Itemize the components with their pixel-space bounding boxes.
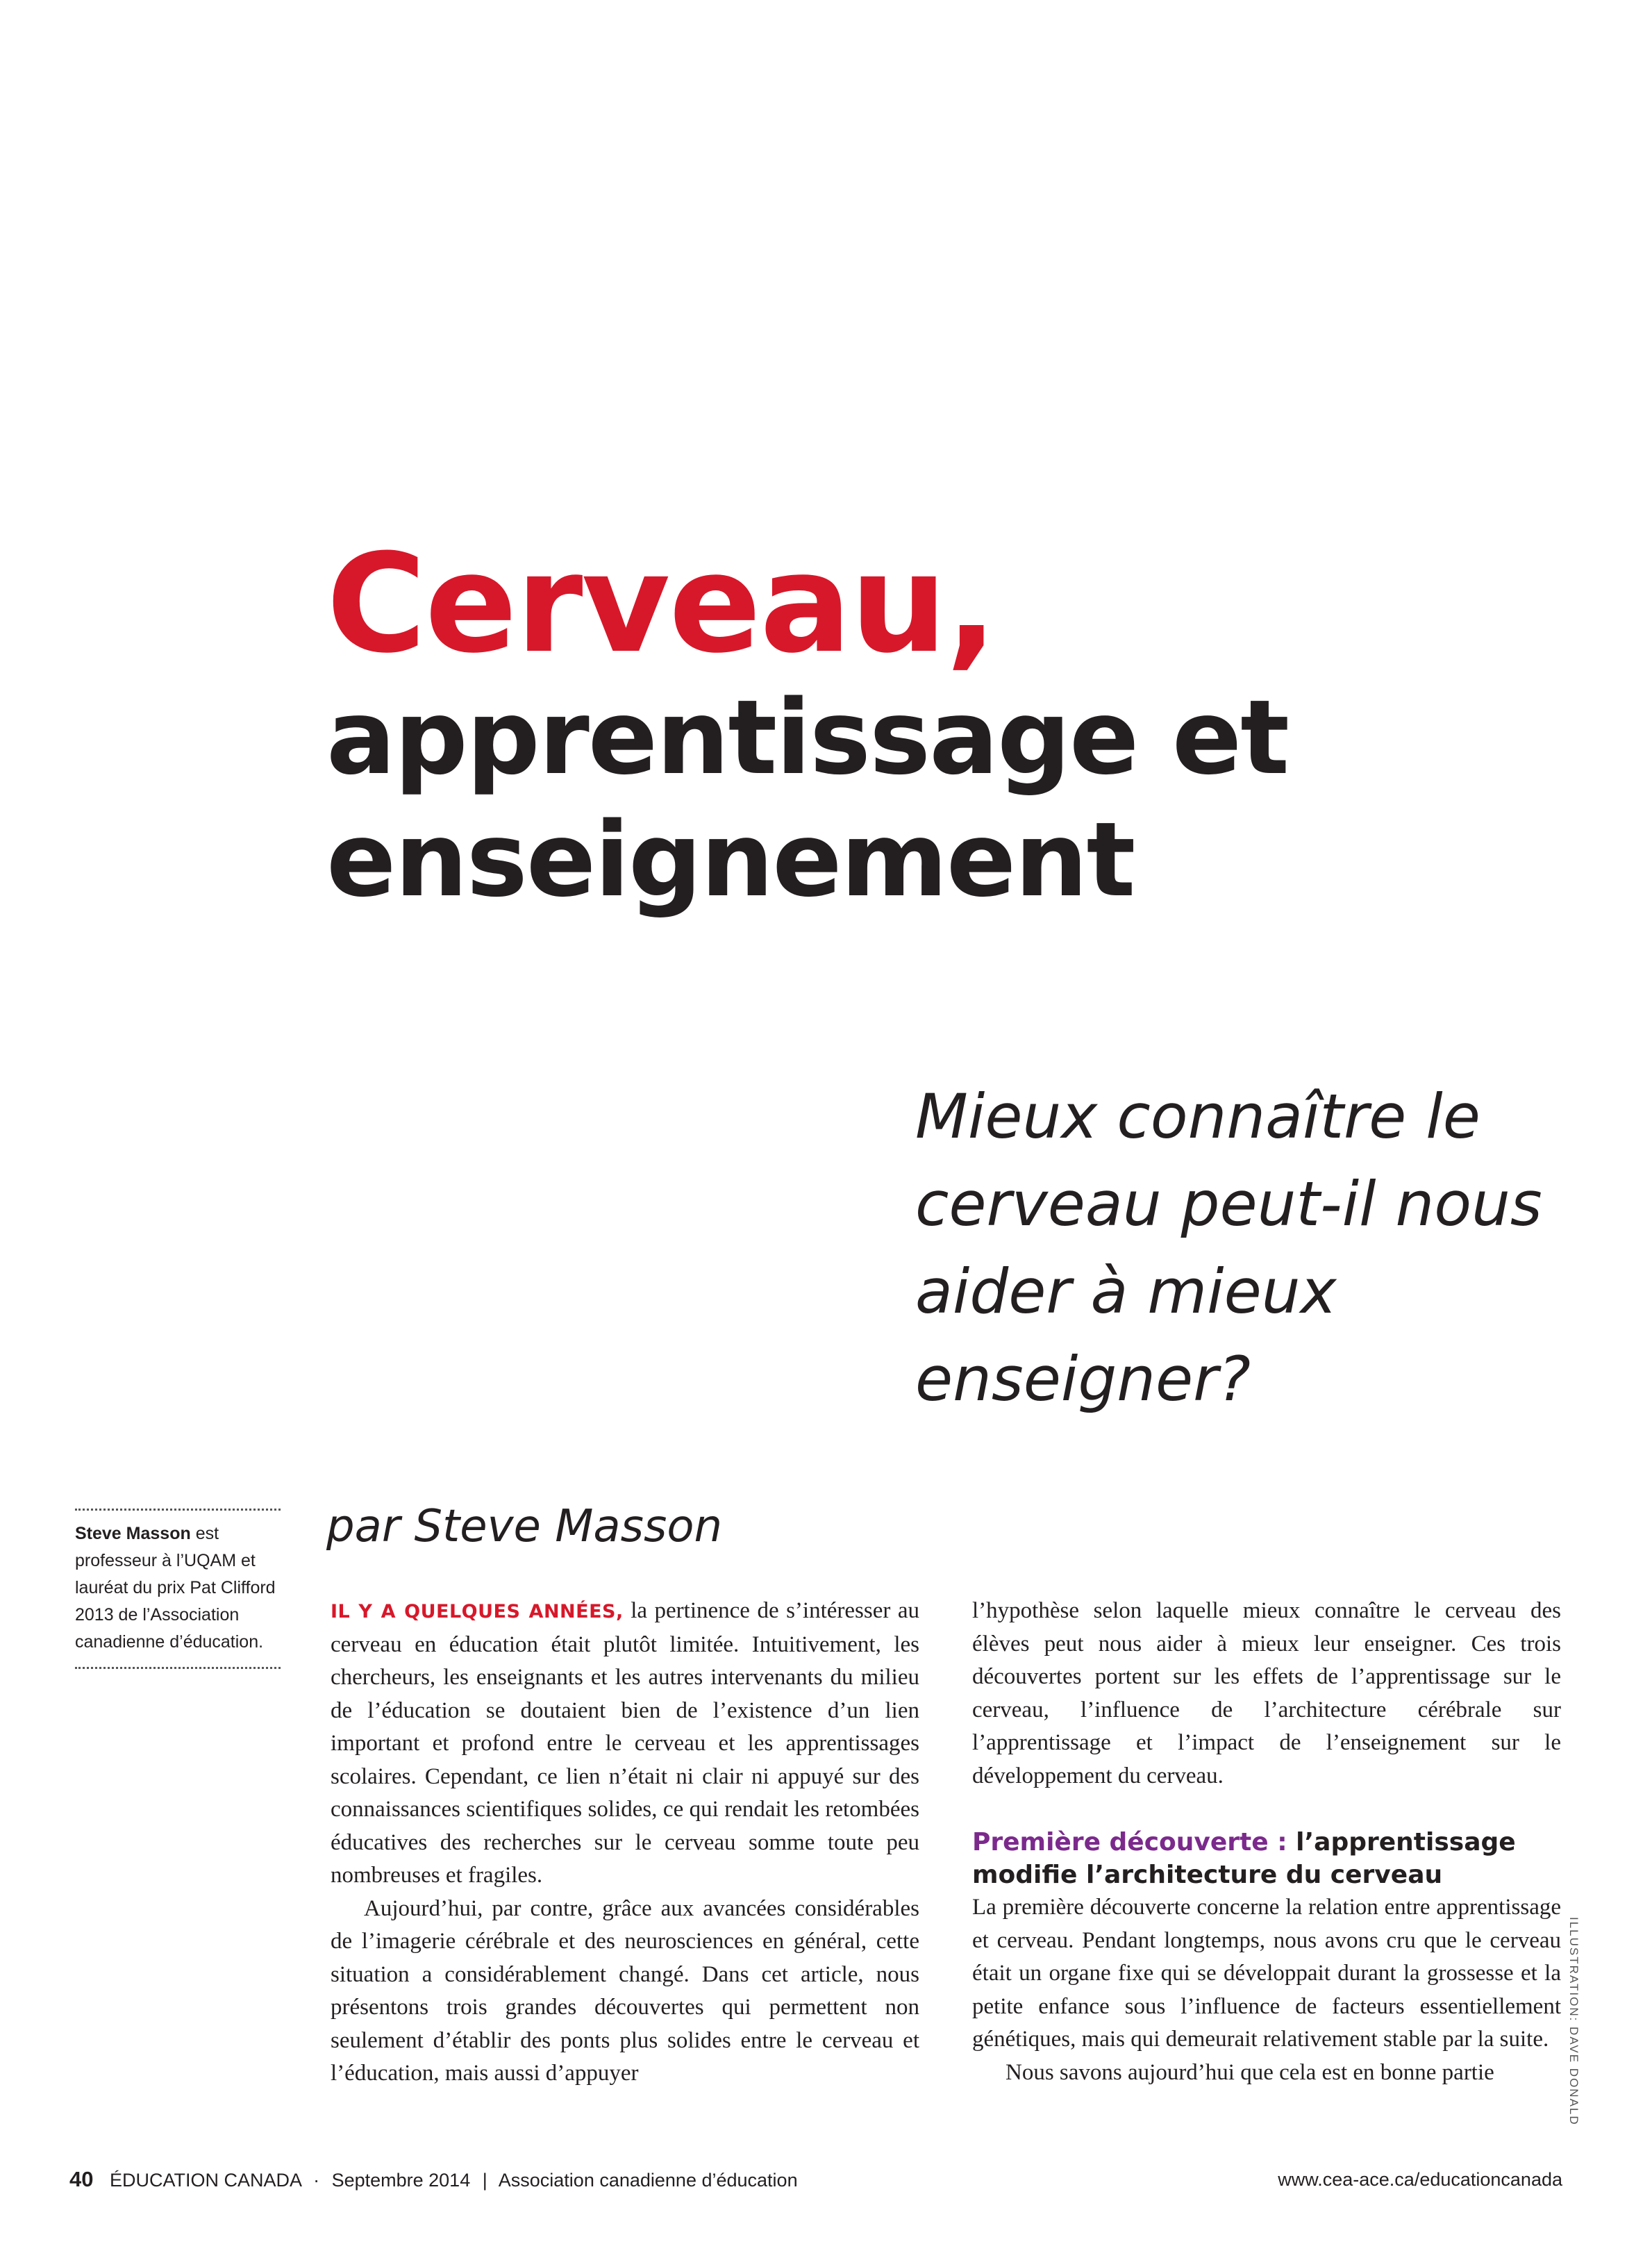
byline: par Steve Masson bbox=[326, 1501, 723, 1552]
paragraph: l’hypothèse selon laquelle mieux connaître le cerveau des élèves peut nous aider à mieux leur enseigner. Ces trois découvertes portent sur les effets de l’apprentissage sur le cerveau, l’influence de l’architecture cérébrale sur l’apprentissage et l’impact de l’enseignement sur le développement du cerveau. bbox=[972, 1598, 1561, 1788]
section-heading-label: Première découverte : bbox=[972, 1828, 1287, 1857]
illustration-credit: ILLUSTRATION: DAVE DONALD bbox=[1567, 1917, 1580, 2126]
magazine-name: ÉDUCATION CANADA bbox=[110, 2170, 301, 2191]
body-column-right bbox=[972, 1595, 1561, 2089]
issue-date: Septembre 2014 bbox=[331, 2170, 471, 2191]
section-heading-text: l’apprentissage modifie l’architecture du cerveau bbox=[972, 1828, 1516, 1889]
paragraph: Nous savons aujourd’hui que cela est en bonne partie bbox=[1006, 2059, 1494, 2085]
article-deck: Mieux connaître le cerveau peut-il nous aider à mieux enseigner? bbox=[915, 1081, 1542, 1415]
page-footer bbox=[69, 2162, 1583, 2197]
footer-url: www.cea-ace.ca/educationcanada bbox=[1278, 2169, 1562, 2190]
title-line-2: apprentissage et bbox=[326, 678, 1288, 797]
article-title bbox=[326, 525, 1368, 921]
page-number: 40 bbox=[69, 2167, 94, 2191]
author-name: Steve Masson bbox=[75, 1524, 191, 1543]
section-heading bbox=[972, 1826, 1561, 1891]
separator-pipe: | bbox=[482, 2170, 487, 2191]
paragraph-text: la pertinence de s’intéresser au cerveau en éducation était plutôt limitée. Intuitivement, les chercheurs, les enseignants et les autres intervenants du milieu de l’éducation se doutaient bien de l’existence d’un lien important et profond entre le cerveau et les apprentissages scolaires. Cependant, ce lien n’était ni clair ni appuyé sur des connaissances scientifiques solides, ce qui rendait les retombées éducatives des recherches sur le cerveau somme toute peu nombreuses et fragiles. bbox=[331, 1598, 919, 1888]
body-column-left bbox=[331, 1595, 919, 2091]
title-line-3: enseignement bbox=[326, 800, 1135, 920]
paragraph bbox=[331, 1595, 919, 1893]
publisher-name: Association canadienne d’éducation bbox=[498, 2170, 798, 2191]
lead-in: IL Y A QUELQUES ANNÉES, bbox=[331, 1601, 624, 1622]
title-main: Cerveau, bbox=[326, 525, 996, 683]
separator-dot: · bbox=[313, 2170, 320, 2191]
paragraph: Aujourd’hui, par contre, grâce aux avancées considérables de l’imagerie cérébrale et des neurosciences en général, cette situation a considérablement changé. Dans cet article, nous présentons trois grandes découvertes qui permettent non seulement d’établir des ponts plus solides entre le cerveau et l’éducation, mais aussi d’appuyer bbox=[331, 1895, 919, 2086]
paragraph: La première découverte concerne la relation entre apprentissage et cerveau. Pendant longtemps, nous avons cru que le cerveau était un organe fixe qui se développait durant la grossesse et la petite enfance sous l’influence de facteurs essentiellement génétiques, mais qui demeurait relativement stable par la suite. bbox=[972, 1895, 1561, 2052]
author-bio-text: est professeur à l’UQAM et lauréat du prix Pat Clifford 2013 de l’Association canadienne d’éducation. bbox=[75, 1524, 276, 1652]
author-bio bbox=[75, 1509, 281, 1669]
